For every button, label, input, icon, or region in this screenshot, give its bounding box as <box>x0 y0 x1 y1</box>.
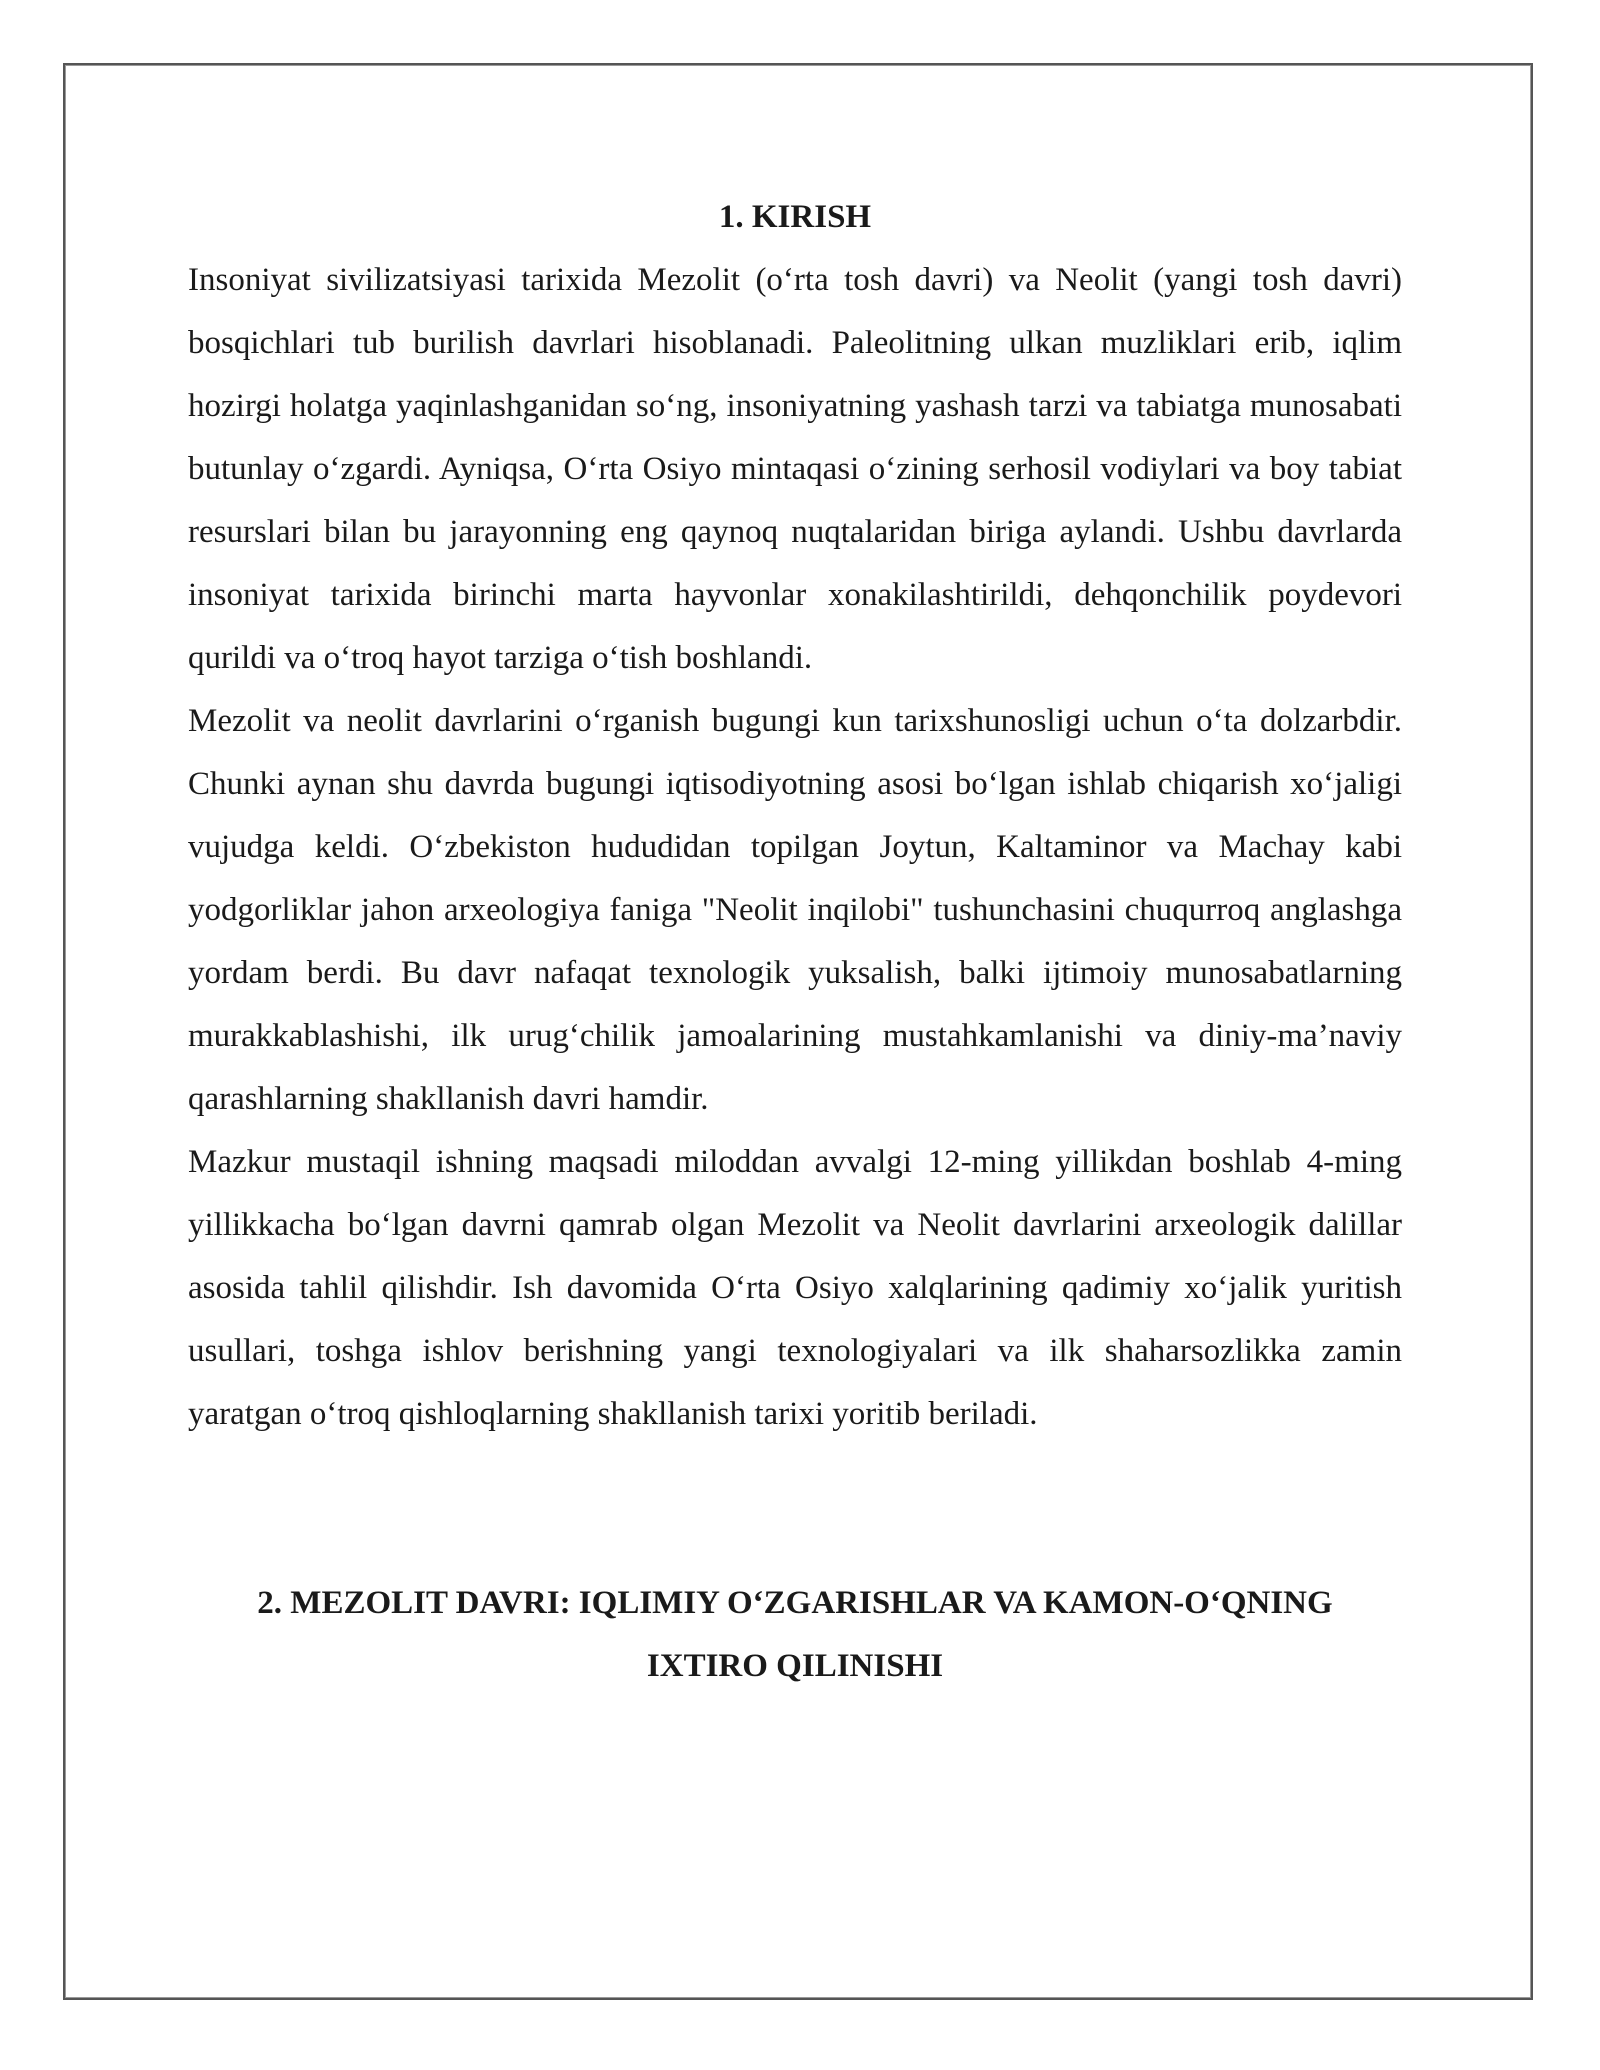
section-spacer <box>188 1446 1402 1572</box>
paragraph-relevance: Mezolit va neolit davrlarini o‘rganish bugungi kun tarixshunosligi uchun o‘ta dolzarbdir. Chunki aynan shu davrda bugungi iqtisodiyotning asosi bo‘lgan ishlab chiqarish xo‘jaligi vujudga keldi. O‘zbekiston hududidan topilgan Joytun, Kaltaminor va Machay kabi yodgorliklar jahon arxeologiya faniga "Neolit inqilobi" tushunchasini chuqurroq anglashga yordam berdi. Bu davr nafaqat texnologik yuksalish, balki ijtimoiy munosabatlarning murakkablashishi, ilk urug‘chilik jamoalarining mustahkamlanishi va diniy-ma’naviy qarashlarning shakllanish davri hamdir. <box>188 703 1402 1117</box>
paragraph-intro: Insoniyat sivilizatsiyasi tarixida Mezolit (o‘rta tosh davri) va Neolit (yangi tosh davri) bosqichlari tub burilish davrlari hisoblanadi. Paleolitning ulkan muzliklari erib, iqlim hozirgi holatga yaqinlashganidan so‘ng, insoniyatning yashash tarzi va tabiatga munosabati butunlay o‘zgardi. Ayniqsa, O‘rta Osiyo mintaqasi o‘zining serhosil vodiylari va boy tabiat resurslari bilan bu jarayonning eng qaynoq nuqtalaridan biriga aylandi. Ushbu davrlarda insoniyat tarixida birinchi marta hayvonlar xonakilashtirildi, dehqonchilik poydevori qurildi va o‘troq hayot tarziga o‘tish boshlandi. <box>188 262 1402 676</box>
section-heading-mezolit-line-1: 2. MEZOLIT DAVRI: IQLIMIY O‘ZGARISHLAR VA KAMON-O‘QNING <box>257 1585 1333 1621</box>
section-heading-mezolit-line-2: IXTIRO QILINISHI <box>646 1648 944 1684</box>
paragraph-aim: Mazkur mustaqil ishning maqsadi miloddan avvalgi 12-ming yillikdan boshlab 4-ming yillikkacha bo‘lgan davrni qamrab olgan Mezolit va Neolit davrlarini arxeologik dalillar asosida tahlil qilishdir. Ish davomida O‘rta Osiyo xalqlarining qadimiy xo‘jalik yuritish usullari, toshga ishlov berishning yangi texnologiyalari va ilk shaharsozlikka zamin yaratgan o‘troq qishloqlarning shakllanish tarixi yoritib beriladi. <box>188 1144 1402 1432</box>
document-body <box>188 186 1402 1698</box>
section-heading-kirish: 1. KIRISH <box>718 199 872 235</box>
section-heading-mezolit <box>188 1572 1402 1698</box>
